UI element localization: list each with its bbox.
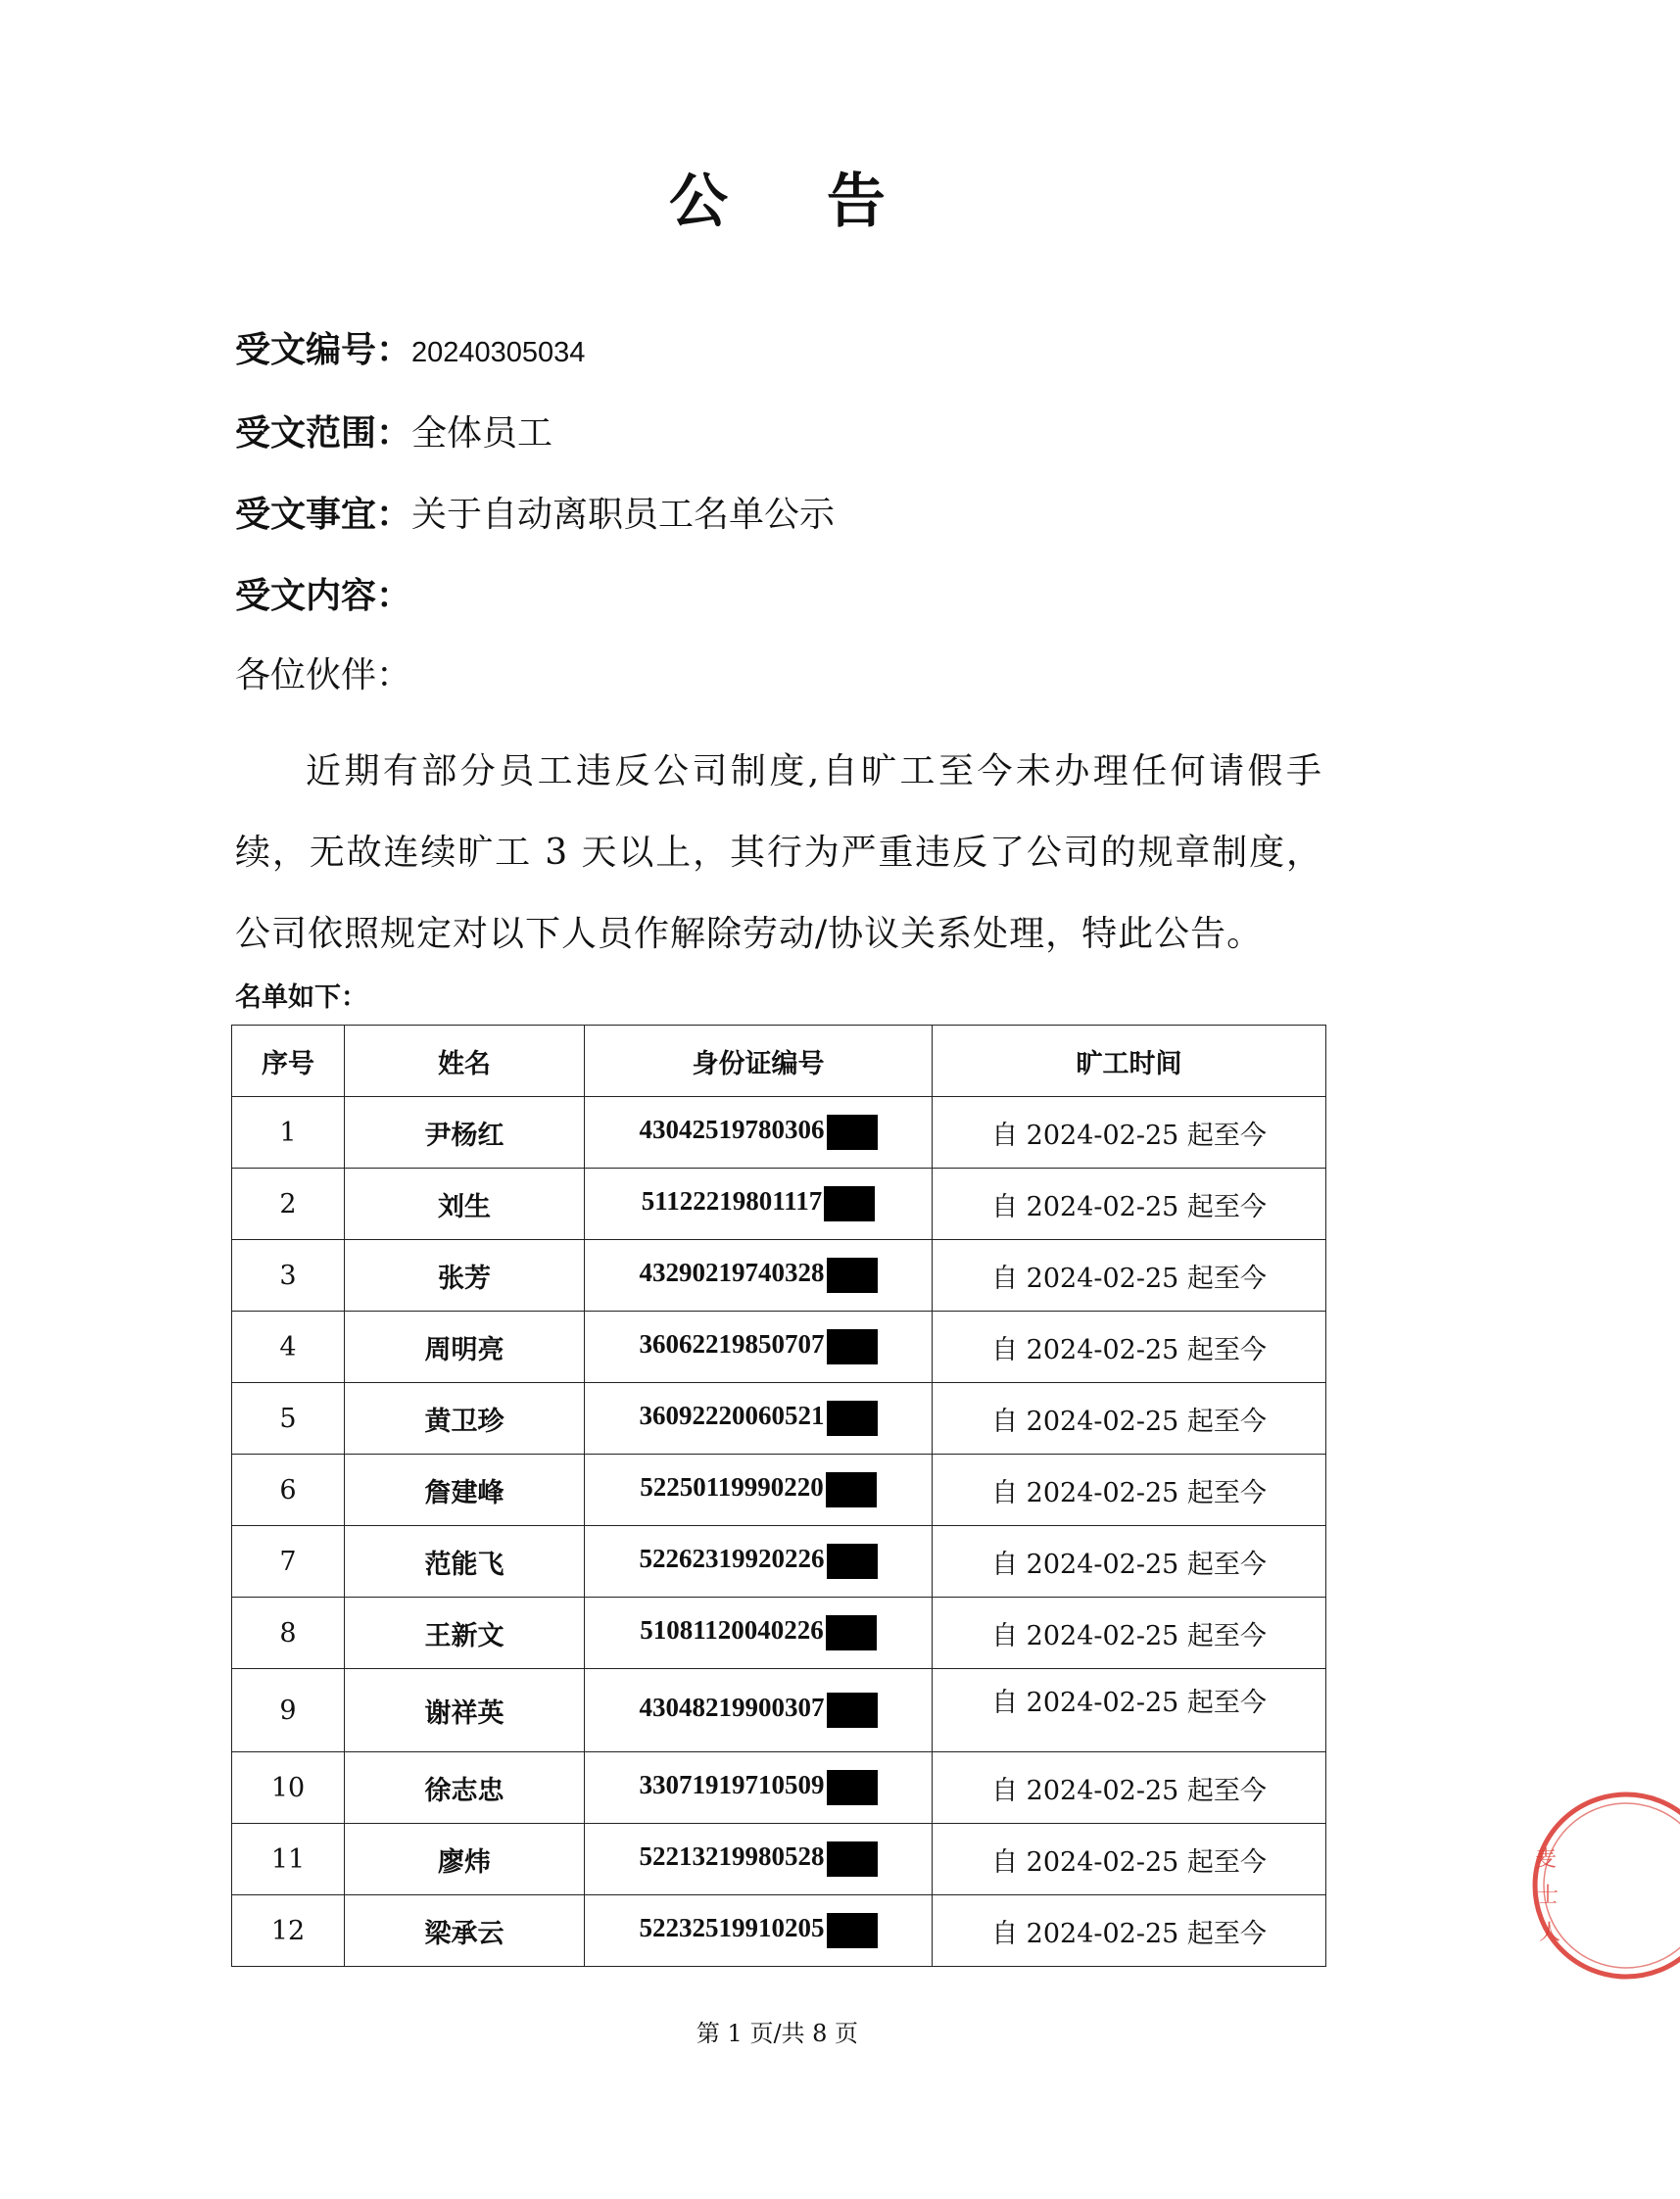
- table-row: [232, 1752, 1326, 1824]
- row-number: 1: [232, 1097, 345, 1169]
- row-name: 廖炜: [345, 1824, 585, 1895]
- table-row: [232, 1895, 1326, 1967]
- row-id-number: 43048219900307: [639, 1693, 825, 1723]
- redaction-block: [824, 1186, 875, 1221]
- content-field: [235, 574, 411, 618]
- row-absence-time: 自 2024-02-25 起至今: [933, 1169, 1326, 1240]
- page-footer: 第 1 页/共 8 页: [696, 2020, 859, 2047]
- row-id-cell: [585, 1240, 933, 1312]
- row-id-number: 52250119990220: [640, 1472, 824, 1503]
- row-number: 11: [232, 1824, 345, 1895]
- row-absence-time: 自 2024-02-25 起至今: [933, 1240, 1326, 1312]
- employee-table: [231, 1025, 1326, 1967]
- redaction-block: [827, 1770, 878, 1805]
- row-id-number: 52262319920226: [639, 1544, 825, 1574]
- row-number: 8: [232, 1598, 345, 1669]
- redaction-block: [827, 1401, 878, 1436]
- row-id-cell: [585, 1169, 933, 1240]
- doc-number-value: 20240305034: [411, 337, 586, 368]
- row-absence-time: 自 2024-02-25 起至今: [933, 1312, 1326, 1383]
- row-name: 徐志忠: [345, 1752, 585, 1824]
- table-row: [232, 1097, 1326, 1169]
- redaction-block: [827, 1913, 878, 1948]
- row-name: 周明亮: [345, 1312, 585, 1383]
- redaction-block: [827, 1329, 878, 1364]
- table-row: [232, 1526, 1326, 1598]
- row-id-number: 43042519780306: [639, 1115, 825, 1145]
- row-number: 6: [232, 1455, 345, 1526]
- redaction-block: [827, 1544, 878, 1579]
- svg-text:士: 士: [1537, 1884, 1560, 1908]
- subject-label: 受文事宜：: [235, 494, 412, 535]
- redaction-block: [826, 1615, 877, 1650]
- table-row: [232, 1169, 1326, 1240]
- row-id-number: 52232519910205: [639, 1913, 825, 1943]
- notice-body: 近期有部分员工违反公司制度,自旷工至今未办理任何请假手续，无故连续旷工 3 天以上，其行为严重违反了公司的规章制度，公司依照规定对以下人员作解除劳动/协议关系处理，特此公告。: [235, 751, 1322, 954]
- header-time: 旷工时间: [933, 1026, 1326, 1097]
- list-heading: 名单如下：: [235, 982, 367, 1013]
- svg-text:麦: 麦: [1535, 1847, 1558, 1872]
- content-label: 受文内容：: [235, 575, 412, 616]
- redaction-block: [827, 1693, 878, 1728]
- row-id-cell: [585, 1455, 933, 1526]
- table-row: [232, 1312, 1326, 1383]
- row-number: 9: [232, 1669, 345, 1752]
- row-id-number: 36062219850707: [639, 1329, 825, 1360]
- redaction-block: [827, 1841, 878, 1877]
- row-id-cell: [585, 1526, 933, 1598]
- row-id-number: 36092220060521: [639, 1401, 825, 1431]
- row-number: 10: [232, 1752, 345, 1824]
- row-number: 2: [232, 1169, 345, 1240]
- row-absence-time: 自 2024-02-25 起至今: [933, 1526, 1326, 1598]
- table-header-row: [232, 1026, 1326, 1097]
- scope-value: 全体员工: [411, 413, 553, 454]
- row-id-number: 51122219801117: [641, 1186, 823, 1217]
- row-name: 尹杨红: [345, 1097, 585, 1169]
- row-name: 黄卫珍: [345, 1383, 585, 1455]
- row-absence-time: 自 2024-02-25 起至今: [933, 1097, 1326, 1169]
- doc-number-field: [235, 328, 585, 374]
- notice-title: 公 告: [669, 167, 925, 236]
- table-row: [232, 1455, 1326, 1526]
- row-absence-time: 自 2024-02-25 起至今: [933, 1752, 1326, 1824]
- row-absence-time: 自 2024-02-25 起至今: [933, 1598, 1326, 1669]
- row-name: 梁承云: [345, 1895, 585, 1967]
- row-id-number: 52213219980528: [639, 1841, 825, 1872]
- row-id-cell: [585, 1752, 933, 1824]
- row-id-cell: [585, 1598, 933, 1669]
- table-row: [232, 1383, 1326, 1455]
- header-id: 身份证编号: [585, 1026, 933, 1097]
- subject-value: 关于自动离职员工名单公示: [411, 495, 836, 535]
- row-id-cell: [585, 1097, 933, 1169]
- row-name: 范能飞: [345, 1526, 585, 1598]
- subject-field: [235, 493, 835, 537]
- redaction-block: [827, 1258, 878, 1293]
- row-id-number: 51081120040226: [640, 1615, 824, 1646]
- row-absence-time: 自 2024-02-25 起至今: [933, 1455, 1326, 1526]
- row-number: 4: [232, 1312, 345, 1383]
- row-name: 王新文: [345, 1598, 585, 1669]
- row-name: 张芳: [345, 1240, 585, 1312]
- row-name: 刘生: [345, 1169, 585, 1240]
- table-row: [232, 1598, 1326, 1669]
- row-id-number: 33071919710509: [639, 1770, 825, 1800]
- row-id-cell: [585, 1895, 933, 1967]
- redaction-block: [827, 1115, 878, 1150]
- scope-label: 受文范围：: [235, 412, 412, 454]
- row-name: 谢祥英: [345, 1669, 585, 1752]
- row-id-cell: [585, 1383, 933, 1455]
- row-id-cell: [585, 1312, 933, 1383]
- table-row: [232, 1240, 1326, 1312]
- company-seal: [1513, 1793, 1680, 1988]
- row-absence-time: 自 2024-02-25 起至今: [933, 1895, 1326, 1967]
- row-id-cell: [585, 1669, 933, 1752]
- row-number: 7: [232, 1526, 345, 1598]
- row-number: 5: [232, 1383, 345, 1455]
- row-name: 詹建峰: [345, 1455, 585, 1526]
- svg-text:人: 人: [1539, 1921, 1561, 1945]
- table-row: [232, 1824, 1326, 1895]
- header-no: 序号: [232, 1026, 345, 1097]
- row-id-number: 43290219740328: [639, 1258, 825, 1288]
- header-name: 姓名: [345, 1026, 585, 1097]
- row-absence-time: 自 2024-02-25 起至今: [933, 1824, 1326, 1895]
- row-number: 12: [232, 1895, 345, 1967]
- row-id-cell: [585, 1824, 933, 1895]
- greeting: 各位伙伴：: [235, 655, 412, 695]
- redaction-block: [826, 1472, 877, 1507]
- row-absence-time: 自 2024-02-25 起至今: [933, 1669, 1326, 1752]
- row-number: 3: [232, 1240, 345, 1312]
- scope-field: [235, 411, 552, 455]
- table-row: [232, 1669, 1326, 1752]
- row-absence-time: 自 2024-02-25 起至今: [933, 1383, 1326, 1455]
- doc-number-label: 受文编号：: [235, 329, 412, 370]
